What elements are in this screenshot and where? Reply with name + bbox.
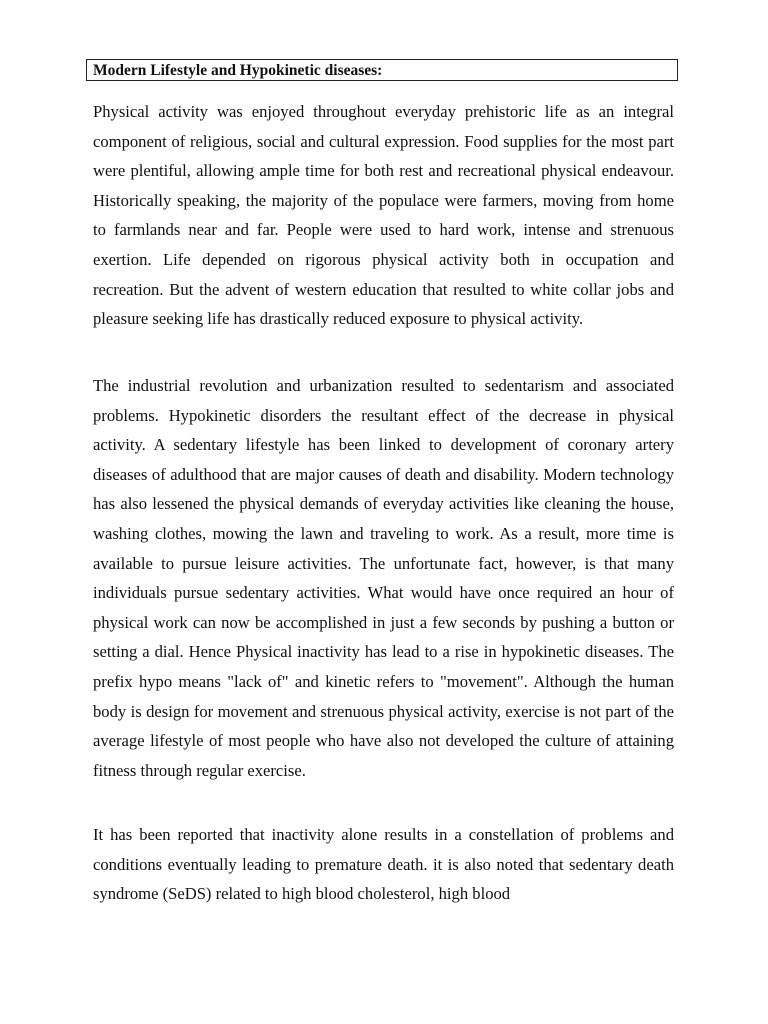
heading-box — [86, 59, 678, 81]
paragraph: It has been reported that inactivity alone results in a constellation of problems and conditions eventually leading to premature death. it is also noted that sedentary death syndrome (SeDS) related to high blood cholesterol, high blood — [93, 825, 674, 904]
paragraph: The industrial revolution and urbanization resulted to sedentarism and associated problems. Hypokinetic disorders the resultant effect of the decrease in physical activity. A sedentary lifestyle has been linked to development of coronary artery diseases of adulthood that are major causes of death and disability. Modern technology has also lessened the physical demands of everyday activities like cleaning the house, washing clothes, mowing the lawn and traveling to work. As a result, more time is available to pursue leisure activities. The unfortunate fact, however, is that many individuals pursue sedentary activities. What would have once required an hour of physical work can now be accomplished in just a few seconds by pushing a button or setting a dial. Hence Physical inactivity has lead to a rise in hypokinetic diseases. The prefix hypo means "lack of" and kinetic refers to "movement". Although the human body is design for movement and strenuous physical activity, exercise is not part of the average lifestyle of most people who have also not developed the culture of attaining fitness through regular exercise. — [93, 376, 674, 780]
page-title: Modern Lifestyle and Hypokinetic diseases: — [93, 62, 383, 79]
paragraph: Physical activity was enjoyed throughout everyday prehistoric life as an integral component of religious, social and cultural expression. Food supplies for the most part were plentiful, allowing ample time for both rest and recreational physical endeavour. Historically speaking, the majority of the populace were farmers, moving from home to farmlands near and far. People were used to hard work, intense and strenuous exertion. Life depended on rigorous physical activity both in occupation and recreation. But the advent of western education that resulted to white collar jobs and pleasure seeking life has drastically reduced exposure to physical activity. — [93, 102, 674, 329]
